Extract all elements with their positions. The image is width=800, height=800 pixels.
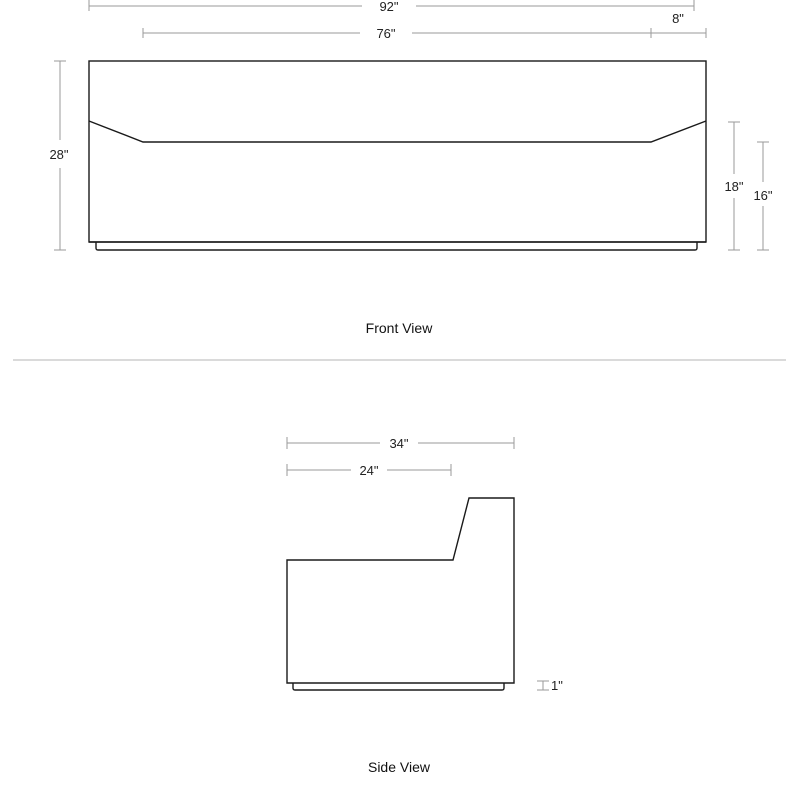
dimension-seat-depth bbox=[287, 463, 451, 478]
overall-width-label: 92" bbox=[379, 0, 399, 14]
base-height-label: 1" bbox=[551, 678, 563, 693]
side-view bbox=[287, 436, 563, 775]
arm-width-label: 8" bbox=[672, 11, 684, 26]
seat-depth-label: 24" bbox=[359, 463, 379, 478]
dimension-overall-depth bbox=[287, 436, 514, 451]
front-view bbox=[49, 0, 772, 336]
arm-height-label: 18" bbox=[724, 179, 744, 194]
dimension-overall-height bbox=[49, 61, 68, 250]
dimension-seat-width bbox=[143, 26, 651, 41]
dimension-overall-width bbox=[89, 0, 694, 14]
dimension-arm-height bbox=[724, 122, 743, 250]
dimension-base-height bbox=[537, 678, 563, 693]
side-view-label: Side View bbox=[367, 759, 431, 775]
sofa-side-outline bbox=[287, 498, 514, 690]
dimension-arm-width bbox=[651, 11, 706, 38]
seat-width-label: 76" bbox=[376, 26, 396, 41]
front-view-label: Front View bbox=[365, 320, 433, 336]
overall-depth-label: 34" bbox=[389, 436, 409, 451]
overall-height-label: 28" bbox=[49, 147, 69, 162]
dimension-seat-height bbox=[753, 142, 772, 250]
seat-height-label: 16" bbox=[753, 188, 773, 203]
sofa-front-outline bbox=[89, 61, 706, 250]
